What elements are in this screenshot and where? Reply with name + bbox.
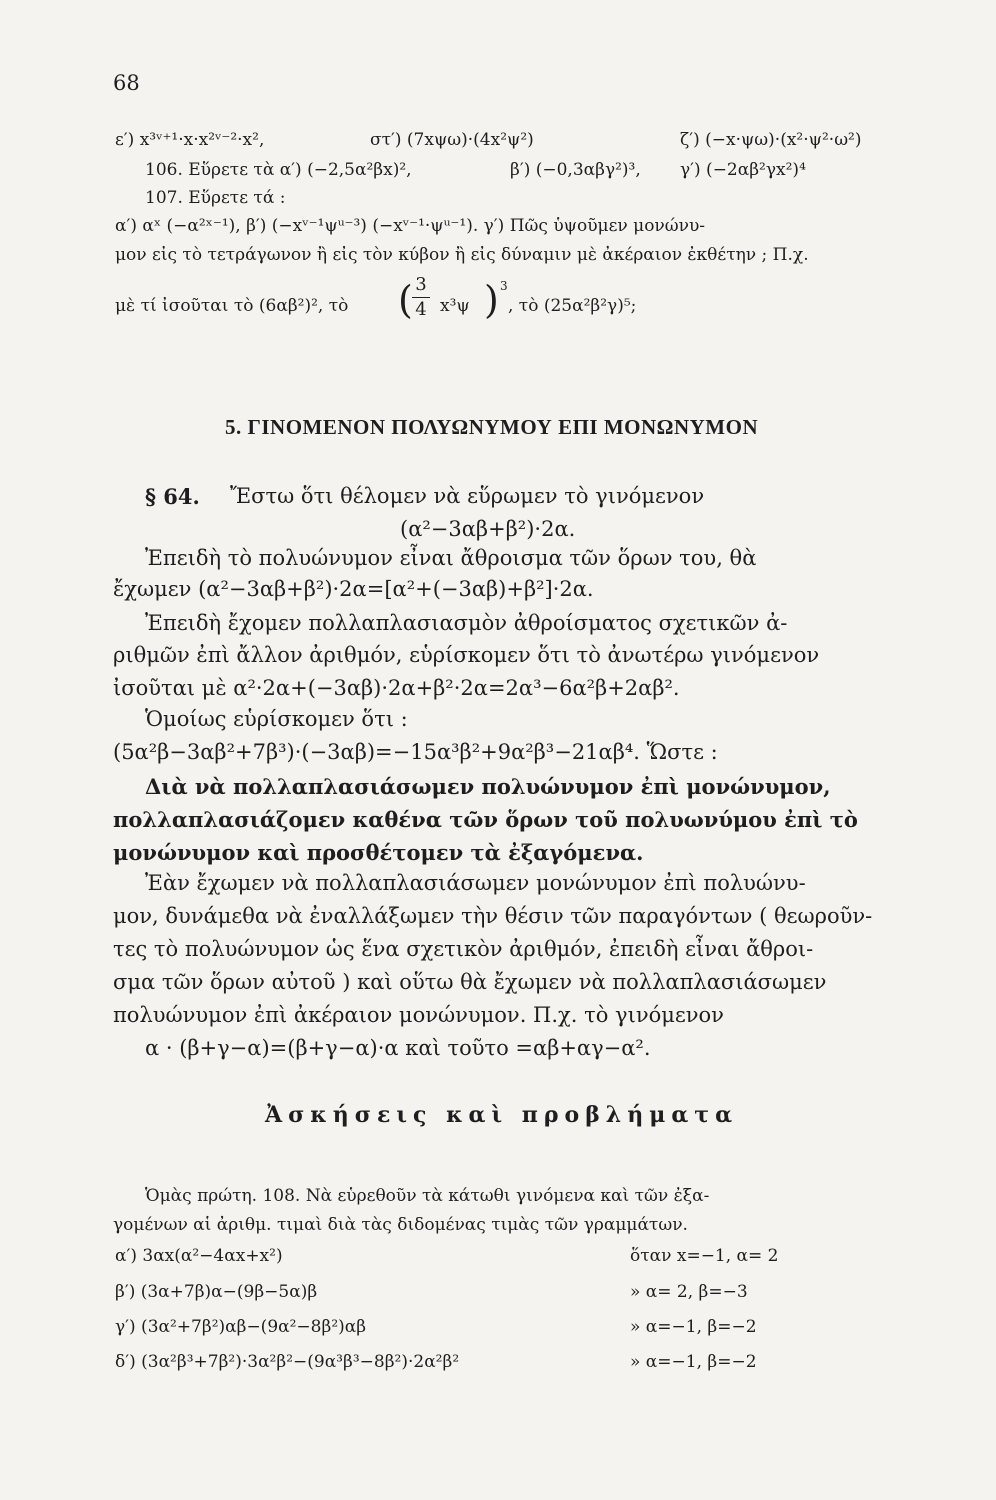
exercise-106-b: β′) (−0,3αβγ²)³, [510,160,641,180]
body-line: ἰσοῦται μὲ α²·2α+(−3αβ)·2α+β²·2α=2α³−6α²β+2αβ². [113,676,680,700]
rule-line: μονώνυμον καὶ προσθέτομεν τὰ ἐξαγόμενα. [113,840,644,865]
page-number: 68 [113,71,140,95]
body-line: Ἐπειδὴ ἔχομεν πολλαπλασιασμὸν ἀθροίσματος σχετικῶν ἀ- [145,611,788,635]
body-line: πολυώνυμον ἐπὶ ἀκέραιον μονώνυμον. Π.χ. τὸ γινόμενον [113,1003,724,1027]
paragraph-number: § 64. [145,484,200,509]
exercise-108-c: γ′) (3α²+7β²)αβ−(9α²−8β²)αβ [115,1317,367,1337]
exercise-107-a: α′) αˣ (−α²ˣ⁻¹), β′) (−xᵛ⁻¹ψᵘ⁻³) (−xᵛ⁻¹·ψᵘ⁻¹). γ′) Πῶς ὑψοῦμεν μονώνυ- [115,216,706,236]
exercise-line: ζ′) (−x·ψω)·(x²·ψ²·ω²) [680,130,862,150]
body-line: μον, δυνάμεθα νὰ ἐναλλάξωμεν τὴν θέσιν τῶν παραγόντων ( θεωροῦν- [113,904,873,928]
body-line: (5α²β−3αβ²+7β³)·(−3αβ)=−15α³β²+9α²β³−21αβ⁴. Ὥστε : [113,740,718,764]
body-line: ἔχωμεν (α²−3αβ+β²)·2α=[α²+(−3αβ)+β²]·2α. [113,577,594,601]
exercise-108-d: δ′) (3α²β³+7β²)·3α²β²−(9α³β³−8β²)·2α²β² [115,1352,460,1372]
exercise-108: Ὁμὰς πρώτη. 108. Νὰ εὑρεθοῦν τὰ κάτωθι γινόμενα καὶ τῶν ἐξα- [145,1186,710,1206]
fraction-numerator: 3 [415,274,427,295]
exercise-107-c: μὲ τί ἰσοῦται τὸ (6αβ²)², τὸ [115,296,349,316]
exercise-107-d: , τὸ (25α²β²γ)⁵; [508,296,637,316]
right-paren: ) [484,278,499,322]
exercise-108-cont: γομένων αἱ ἀριθμ. τιμαὶ διὰ τὰς διδομένας τιμὰς τῶν γραμμάτων. [113,1215,688,1235]
fraction-term: x³ψ [440,296,470,316]
exercise-106-c: γ′) (−2αβ²γx²)⁴ [680,160,806,180]
exercise-108-c-values: » α=−1, β=−2 [630,1317,757,1337]
body-line: Ἐὰν ἔχωμεν νὰ πολλαπλασιάσωμεν μονώνυμον ἐπὶ πολυώνυ- [145,871,806,895]
exercise-108-a: α′) 3αx(α²−4αx+x²) [115,1246,283,1266]
exercise-line: στ′) (7xψω)·(4x²ψ²) [370,130,534,150]
exercise-108-b: β′) (3α+7β)α−(9β−5α)β [115,1282,318,1302]
exercise-108-b-values: » α= 2, β=−3 [630,1282,748,1302]
exponent: 3 [500,279,508,293]
rule-line: πολλαπλασιάζομεν καθένα τῶν ὅρων τοῦ πολυωνύμου ἐπὶ τὸ [113,807,858,832]
exercise-108-a-values: ὅταν x=−1, α= 2 [630,1246,779,1266]
exercise-line: ε′) x³ᵛ⁺¹·x·x²ᵛ⁻²·x², [115,130,265,150]
body-line: Ἐπειδὴ τὸ πολυώνυμον εἶναι ἄθροισμα τῶν ὅρων του, θὰ [145,546,757,570]
exercise-107-b: μον εἰς τὸ τετράγωνον ἢ εἰς τὸν κύβον ἢ εἰς δύναμιν μὲ ἀκέραιον ἐκθέτην ; Π.χ. [115,245,809,265]
body-line: α · (β+γ−α)=(β+γ−α)·α καὶ τοῦτο =αβ+αγ−α². [145,1036,651,1060]
body-line: ριθμῶν ἐπὶ ἄλλον ἀριθμόν, εὑρίσκομεν ὅτι τὸ ἀνωτέρω γινόμενον [113,643,820,667]
exercise-107: 107. Εὕρετε τά : [145,188,286,208]
body-line: Ὁμοίως εὑρίσκομεν ὅτι : [145,707,408,731]
body-formula: (α²−3αβ+β²)·2α. [400,517,576,541]
fraction-denominator: 4 [415,299,427,320]
rule-line: Διὰ νὰ πολλαπλασιάσωμεν πολυώνυμον ἐπὶ μονώνυμον, [145,774,831,799]
body-line: τες τὸ πολυώνυμον ὡς ἕνα σχετικὸν ἀριθμόν, ἐπειδὴ εἶναι ἄθροι- [113,937,814,961]
left-paren: ( [398,278,413,322]
body-line: Ἔστω ὅτι θέλομεν νὰ εὕρωμεν τὸ γινόμενον [230,484,705,508]
body-line: σμα τῶν ὅρων αὐτοῦ ) καὶ οὕτω θὰ ἔχωμεν νὰ πολλαπλασιάσωμεν [113,970,827,994]
fraction-bar [412,297,430,298]
exercise-108-d-values: » α=−1, β=−2 [630,1352,757,1372]
exercise-106: 106. Εὕρετε τὰ α′) (−2,5α²βx)², [145,160,412,180]
section-heading: 5. ΓΙΝΟΜΕΝΟΝ ΠΟΛΥΩΝΥΜΟΥ ΕΠΙ ΜΟΝΩΝΥΜΟΝ [225,415,759,439]
exercises-heading: Ἀσκήσεις καὶ προβλήματα [265,1102,738,1128]
